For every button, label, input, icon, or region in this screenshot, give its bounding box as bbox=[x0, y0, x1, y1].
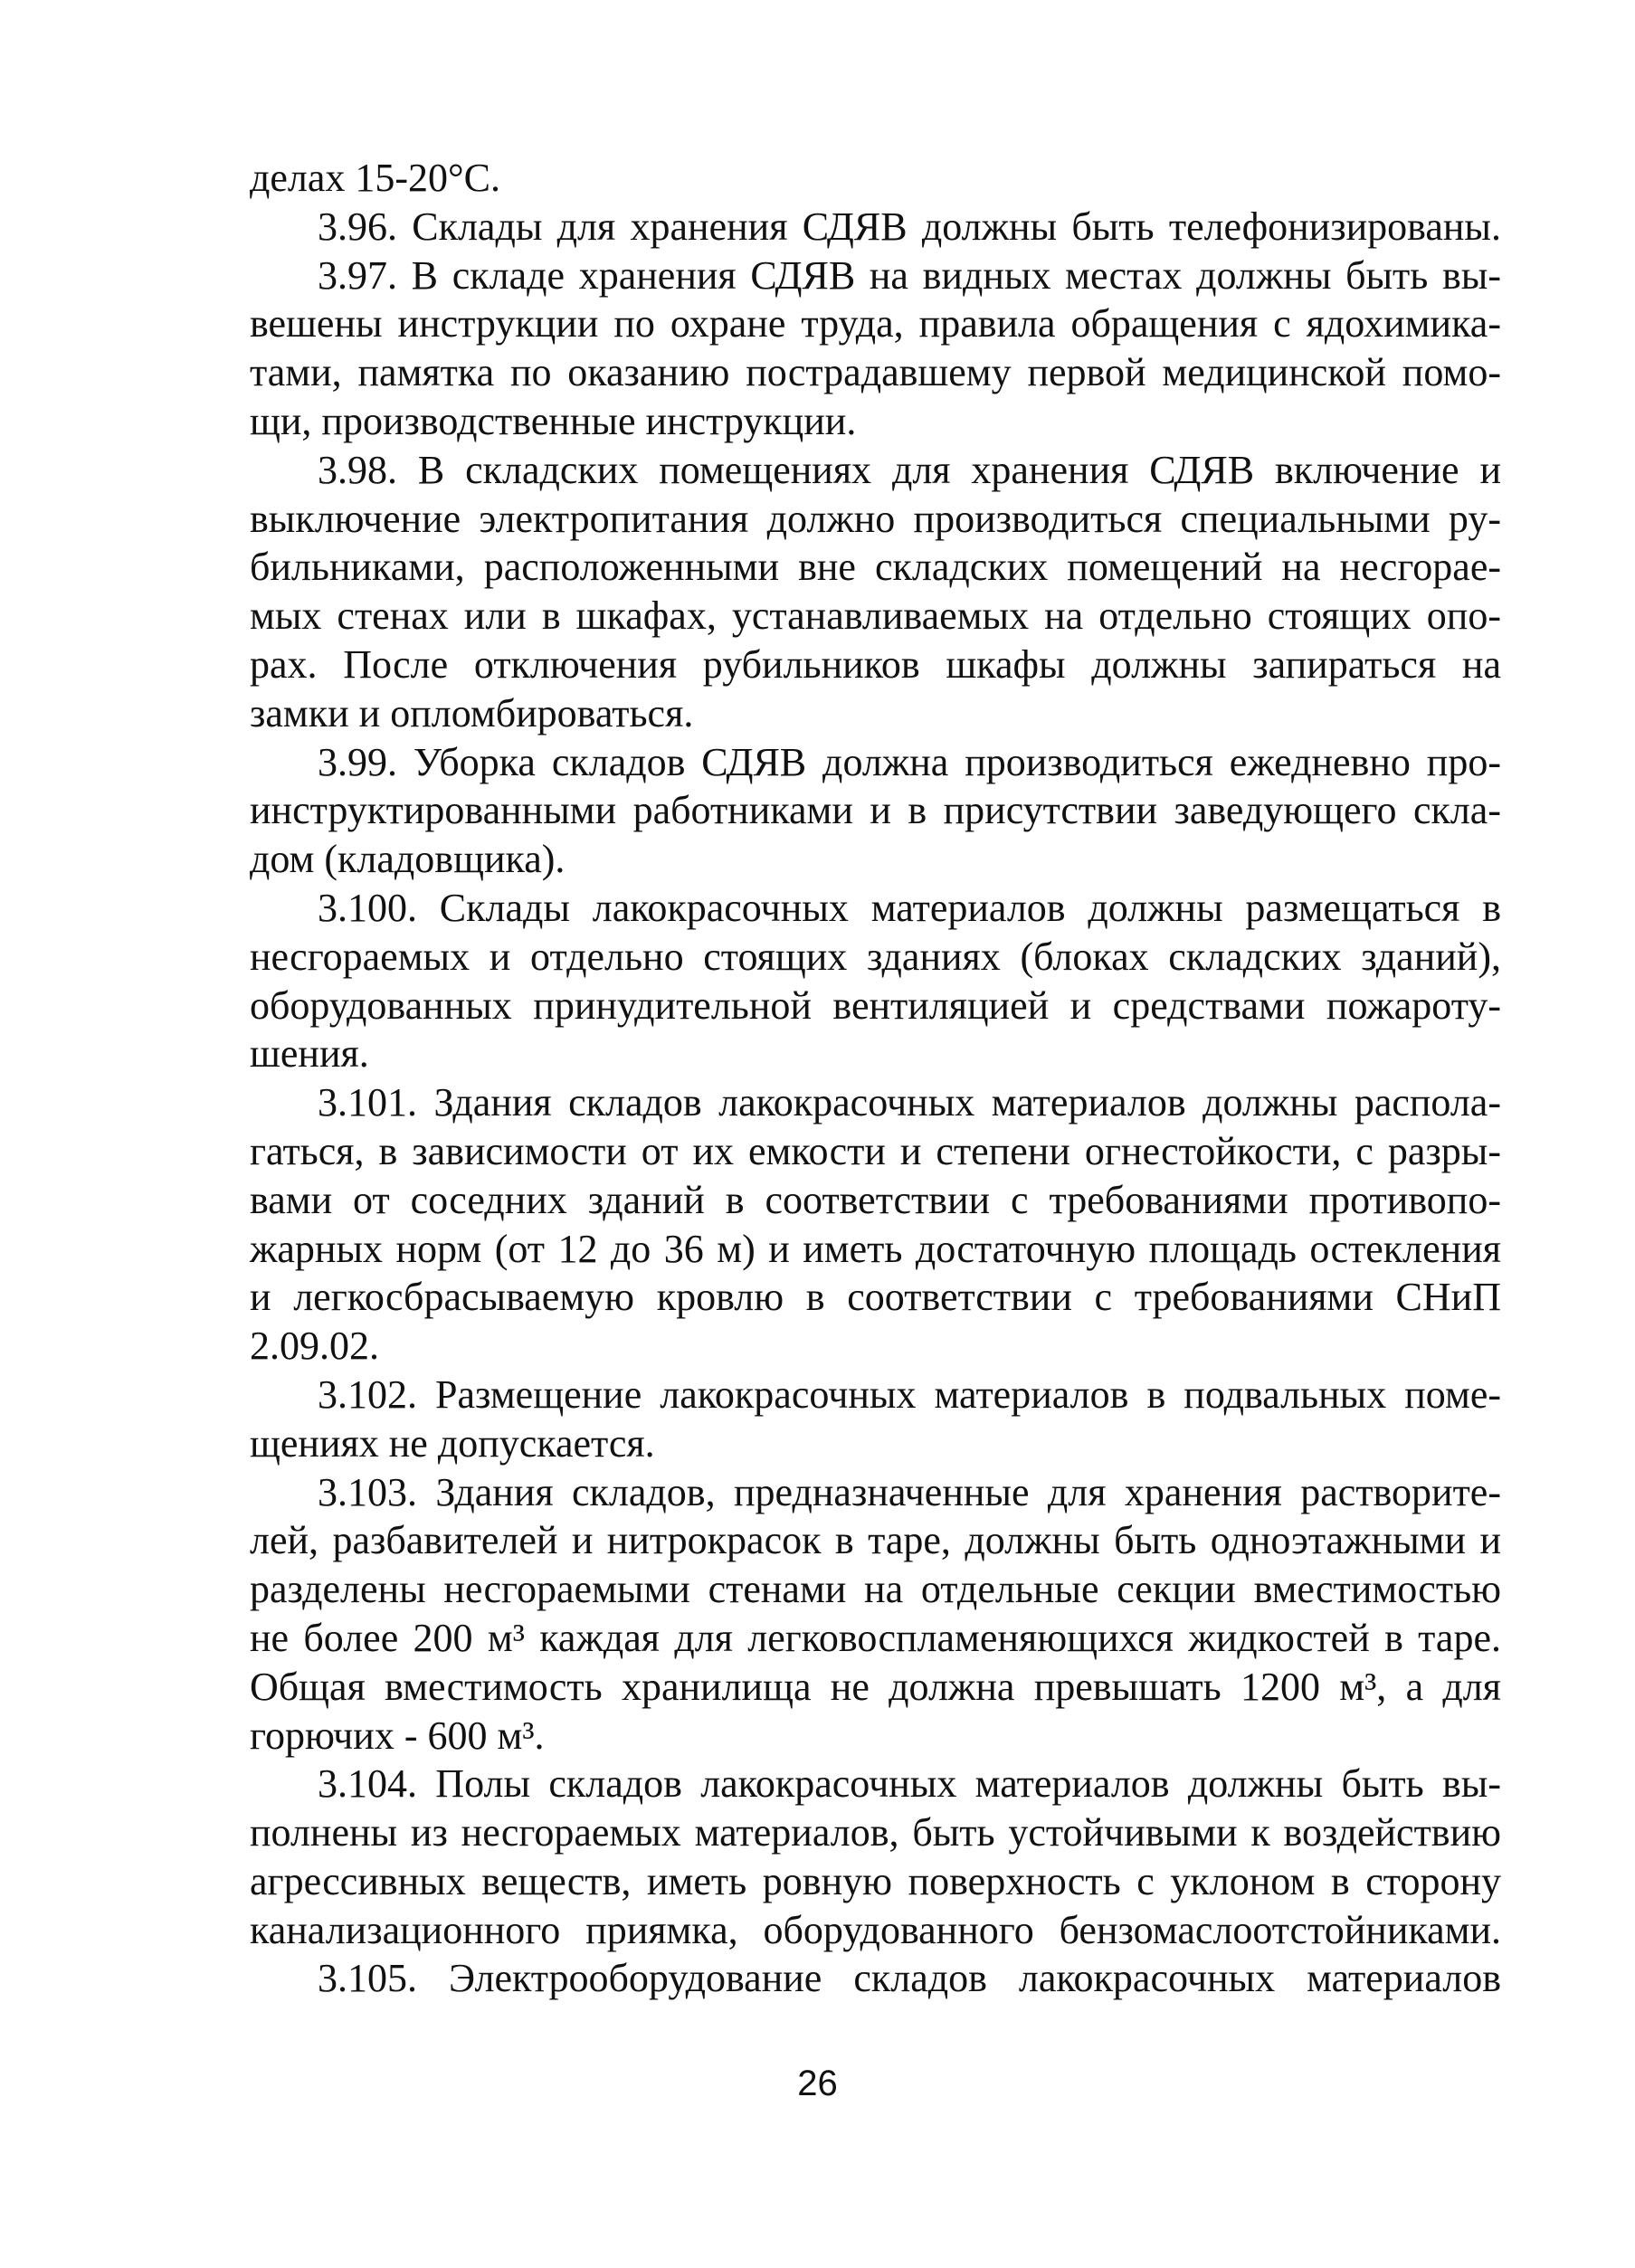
text-line: делах 15-20°С. bbox=[250, 156, 500, 200]
text-line: 3.102. Размещение лакокрасочных материалов в подвальных поме- bbox=[318, 1371, 1501, 1417]
text-line: тами, памятка по оказанию пострадавшему первой медицинской помо- bbox=[250, 350, 1501, 395]
paragraph-3-101 bbox=[250, 1078, 1501, 1371]
text-line: и легкосбрасываемую кровлю в соответствии с требованиями СНиП bbox=[250, 1275, 1501, 1320]
text-line: несгораемых и отдельно стоящих зданиях (блоках складских зданий), bbox=[250, 934, 1501, 979]
paragraph-3-96 bbox=[250, 203, 1501, 251]
text-line: горючих - 600 м³. bbox=[250, 1713, 545, 1758]
text-line: 3.96. Склады для хранения СДЯВ должны быть телефонизированы. bbox=[318, 204, 1501, 249]
text-line: рах. После отключения рубильников шкафы должны запираться на bbox=[250, 641, 1501, 687]
text-line: 3.104. Полы складов лакокрасочных материалов должны быть вы- bbox=[318, 1761, 1501, 1807]
paragraph-3-98 bbox=[250, 446, 1501, 738]
document-page bbox=[250, 154, 1501, 2003]
text-line: бильниками, расположенными вне складских помещений на несгорае- bbox=[250, 545, 1501, 590]
text-line: канализационного приямка, оборудованного бензомаслоотстойниками. bbox=[250, 1907, 1501, 1952]
text-line: выключение электропитания должно производиться специальными ру- bbox=[250, 496, 1501, 541]
paragraph-3-105 bbox=[250, 1954, 1501, 2003]
text-line: вами от соседних зданий в соответствии с требованиями противопо- bbox=[250, 1177, 1501, 1222]
text-line: 3.99. Уборка складов СДЯВ должна производиться ежедневно про- bbox=[318, 739, 1501, 784]
text-line: разделены несгораемыми стенами на отдельные секции вместимостью bbox=[250, 1567, 1501, 1612]
text-line: Общая вместимость хранилища не должна превышать 1200 м³, а для bbox=[250, 1664, 1501, 1709]
text-line: 3.101. Здания складов лакокрасочных материалов должны распола- bbox=[318, 1080, 1501, 1125]
text-line: агрессивных веществ, иметь ровную поверхность с уклоном в сторону bbox=[250, 1858, 1501, 1903]
text-line: лей, разбавителей и нитрокрасок в таре, должны быть одноэтажными и bbox=[250, 1518, 1501, 1563]
text-line: шения. bbox=[250, 1031, 369, 1077]
text-line: 2.09.02. bbox=[250, 1324, 379, 1369]
text-line: 3.105. Электрооборудование складов лакокрасочных материалов bbox=[318, 1956, 1501, 2001]
text-line: гаться, в зависимости от их емкости и степени огнестойкости, с разры- bbox=[250, 1128, 1501, 1173]
text-line: 3.103. Здания складов, предназначенные для хранения растворите- bbox=[318, 1469, 1501, 1514]
text-line: дом (кладовщика). bbox=[250, 837, 566, 882]
text-line: мых стенах или в шкафах, устанавливаемых на отдельно стоящих опо- bbox=[250, 593, 1501, 639]
text-line: вешены инструкции по охране труда, правила обращения с ядохимика- bbox=[250, 301, 1501, 346]
paragraph-3-102 bbox=[250, 1371, 1501, 1468]
text-line: не более 200 м³ каждая для легковоспламеняющихся жидкостей в таре. bbox=[250, 1615, 1501, 1660]
text-line: полнены из несгораемых материалов, быть устойчивыми к воздействию bbox=[250, 1810, 1501, 1855]
text-line: 3.100. Склады лакокрасочных материалов должны размещаться в bbox=[318, 885, 1501, 930]
paragraph-3-97 bbox=[250, 251, 1501, 446]
paragraph-3-100 bbox=[250, 884, 1501, 1078]
text-line: жарных норм (от 12 до 36 м) и иметь достаточную площадь остекления bbox=[250, 1226, 1501, 1271]
paragraph-3-99 bbox=[250, 738, 1501, 884]
text-line: оборудованных принудительной вентиляцией и средствами пожароту- bbox=[250, 982, 1501, 1028]
page-number: 26 bbox=[797, 2064, 838, 2103]
text-line: 3.98. В складских помещениях для хранения СДЯВ включение и bbox=[318, 447, 1501, 492]
text-line: щениях не допускается. bbox=[250, 1420, 655, 1466]
paragraph-3-103 bbox=[250, 1468, 1501, 1760]
text-body bbox=[250, 154, 1501, 2003]
text-line: замки и опломбироваться. bbox=[250, 690, 694, 735]
text-line: 3.97. В складе хранения СДЯВ на видных местах должны быть вы- bbox=[318, 252, 1501, 298]
paragraph-continuation bbox=[250, 154, 1501, 203]
paragraph-3-104 bbox=[250, 1760, 1501, 1954]
text-line: щи, производственные инструкции. bbox=[250, 398, 857, 443]
text-line: инструктированными работниками и в присутствии заведующего скла- bbox=[250, 788, 1501, 833]
